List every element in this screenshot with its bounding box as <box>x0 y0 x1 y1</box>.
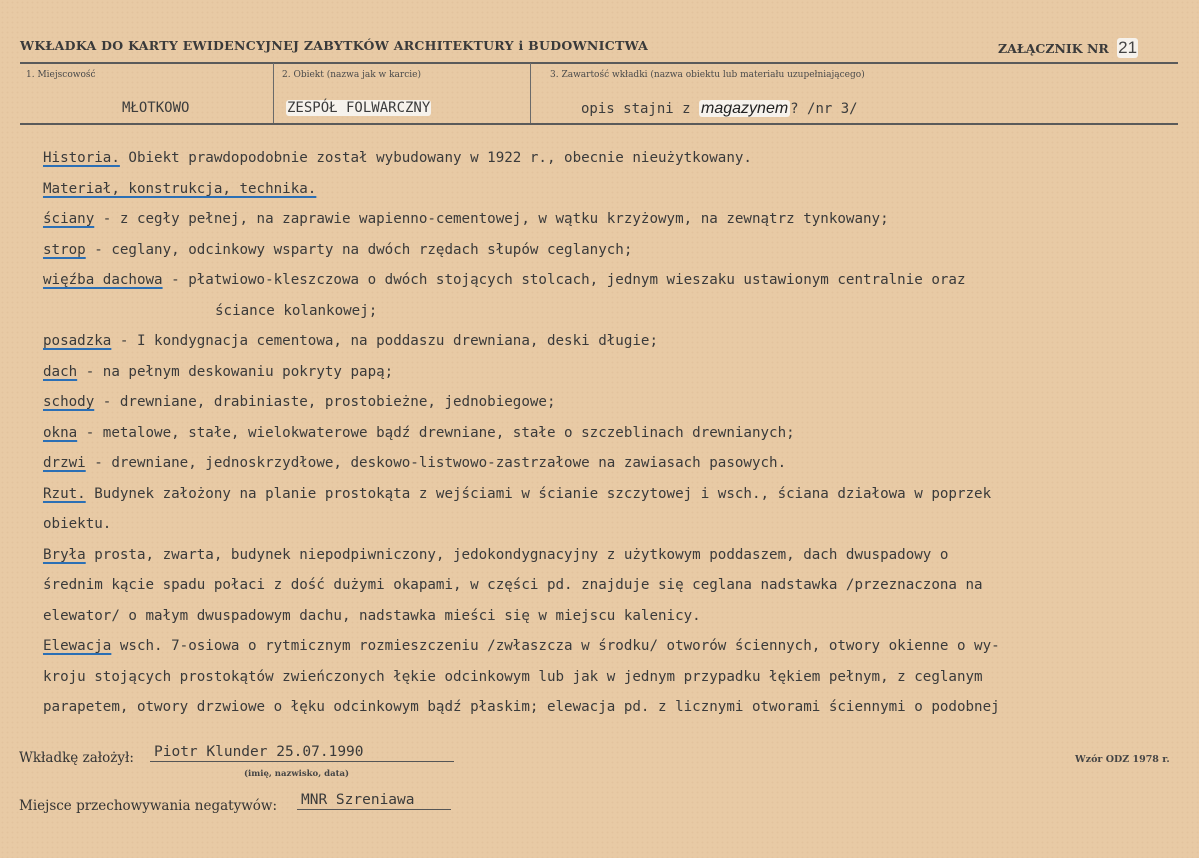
body-text: - na pełnym deskowaniu pokryty papą; <box>77 363 394 380</box>
prepared-by-value: Piotr Klunder 25.07.1990 <box>150 744 454 762</box>
body-text: średnim kącie spadu połaci z dość dużymi okapami, w części pd. znajduje się ceglana nadstawka /przeznaczona na <box>43 577 983 593</box>
contents-text-pre: opis stajni z <box>581 101 691 117</box>
field-value-contents <box>581 100 858 118</box>
body-text: - z cegły pełnej, na zaprawie wapienno-cementowej, w wątku krzyżowym, na zewnątrz tynkowany; <box>94 211 889 227</box>
body-text: - I kondygnacja cementowa, na poddaszu drewniana, deski długie; <box>111 333 659 349</box>
field-label-object: 2. Obiekt (nazwa jak w karcie) <box>282 70 421 80</box>
body-text: Obiekt prawdopodobnie został wybudowany w 1922 r., obecnie nieużytkowany. <box>119 150 752 166</box>
annex-label: ZAŁĄCZNIK NR <box>998 41 1109 56</box>
body-term: okna <box>43 424 78 441</box>
body-text: - drewniane, jednoskrzydłowe, deskowo-listwowo-zastrzałowe na zawiasach pasowych. <box>85 455 787 471</box>
negatives-location-value: MNR Szreniawa <box>297 792 451 810</box>
body-text: - płatwiowo-kleszczowa o dwóch stojących stolcach, jednym wieszaku ustawionym centralnie oraz <box>162 272 966 288</box>
body-text: wsch. 7-osiowa o rytmicznym rozmieszczeniu /zwłaszcza w środku/ otworów ściennych, otwory okienne o wy- <box>111 638 1000 654</box>
field-divider-1 <box>273 63 274 123</box>
body-term: Historia. <box>43 150 120 166</box>
body-text: kroju stojących prostokątów zwieńczonych łękie odcinkowym lub jak w jednym przypadku łękiem pełnym, z ceglanym <box>43 668 983 685</box>
header-rule <box>20 62 1178 64</box>
form-title: WKŁADKA DO KARTY EWIDENCYJNEJ ZABYTKÓW ARCHITEKTURY i BUDOWNICTWA <box>20 38 649 53</box>
body-line <box>43 181 316 197</box>
form-code: Wzór ODZ 1978 r. <box>1075 754 1170 765</box>
annex-heading <box>998 38 1138 58</box>
fields-rule <box>20 123 1178 125</box>
body-term: drzwi <box>43 455 86 471</box>
body-text: - metalowe, stałe, wielokwaterowe bądź drewniane, stałe o szczeblinach drewnianych; <box>77 424 795 441</box>
body-text: obiektu. <box>43 516 112 532</box>
body-term: ściany <box>43 211 95 227</box>
body-term: strop <box>43 241 86 258</box>
body-text: elewator/ o małym dwuspadowym dachu, nadstawka mieści się w miejscu kalenicy. <box>43 607 701 624</box>
field-label-contents: 3. Zawartość wkładki (nazwa obiektu lub materiału uzupełniającego) <box>550 70 865 80</box>
body-term: dach <box>43 363 78 380</box>
body-term: Rzut. <box>43 485 86 502</box>
body-line <box>43 150 752 166</box>
body-line <box>43 242 632 258</box>
body-term: schody <box>43 394 95 410</box>
field-label-locality: 1. Miejscowość <box>26 70 96 80</box>
prepared-by-hint: (imię, nazwisko, data) <box>244 769 350 779</box>
body-line <box>43 211 889 227</box>
body-line <box>43 272 966 288</box>
field-divider-2 <box>530 63 531 123</box>
field-value-locality: MŁOTKOWO <box>122 100 190 116</box>
body-line <box>43 486 991 502</box>
object-name-text: ZESPÓŁ FOLWARCZNY <box>287 100 431 116</box>
annex-number: 21 <box>1118 38 1138 57</box>
body-line <box>43 425 795 441</box>
body-line <box>43 394 556 410</box>
body-text: prosta, zwarta, budynek niepodpiwniczony, jedokondygnacyjny z użytkowym poddaszem, dach dwuspadowy o <box>85 546 949 563</box>
body-text: Budynek założony na planie prostokąta z wejściami w ścianie szczytowej i wsch., ściana działowa w poprzek <box>85 485 992 502</box>
body-term: Elewacja <box>43 638 112 654</box>
contents-handwritten-word: magazynem <box>701 100 789 117</box>
body-line <box>43 333 658 349</box>
body-line <box>43 547 948 563</box>
body-line <box>215 303 377 319</box>
negatives-location-label: Miejsce przechowywania negatywów: <box>19 798 278 814</box>
body-line <box>43 516 111 532</box>
body-term: posadzka <box>43 333 112 349</box>
body-text: - ceglany, odcinkowy wsparty na dwóch rzędach słupów ceglanych; <box>85 241 633 258</box>
body-line <box>43 608 701 624</box>
body-term: więźba dachowa <box>43 272 163 288</box>
body-text: - drewniane, drabiniaste, prostobieżne, jednobiegowe; <box>94 394 556 410</box>
body-line <box>43 364 393 380</box>
body-line <box>43 455 786 471</box>
body-term: Materiał, konstrukcja, technika. <box>43 180 317 197</box>
body-text: parapetem, otwory drzwiowe o łęku odcinkowym bądź płaskim; elewacja pd. z licznymi otworami ściennymi o podobnej <box>43 699 1000 715</box>
field-value-object <box>286 100 431 116</box>
contents-text-post: ? /nr 3/ <box>790 101 858 117</box>
body-line <box>43 669 983 685</box>
body-line <box>43 699 1000 715</box>
prepared-by-label: Wkładkę założył: <box>19 750 134 766</box>
body-term: Bryła <box>43 546 86 563</box>
body-line <box>43 638 1000 654</box>
body-text: ściance kolankowej; <box>215 302 378 319</box>
body-line <box>43 577 983 593</box>
